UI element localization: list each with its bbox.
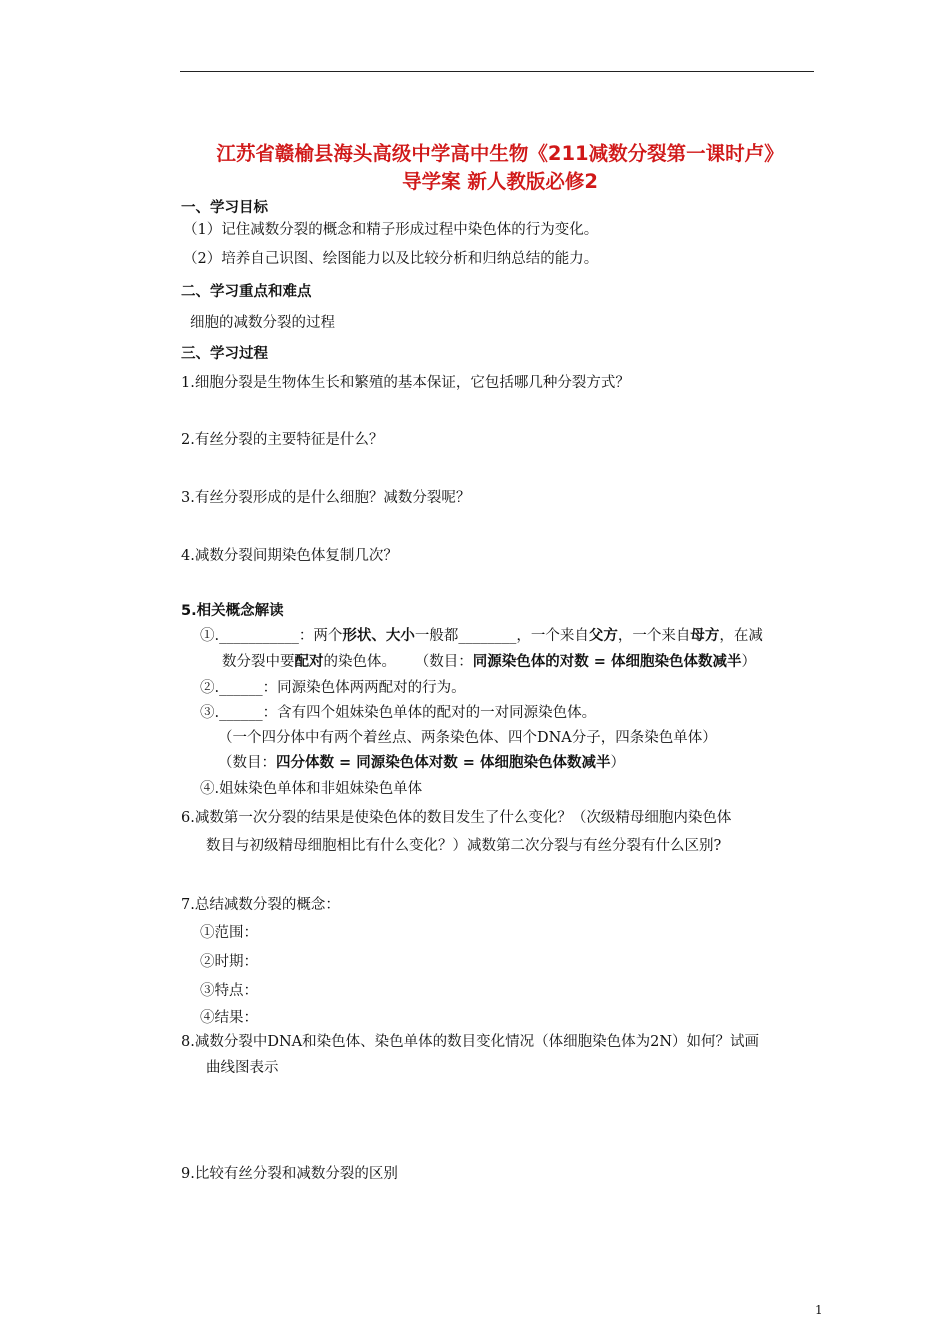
concept-3-note: （一个四分体中有两个着丝点、两条染色体、四个DNA分子，四条染色单体） xyxy=(218,730,717,746)
concept-1-keyword-pair: 配对 xyxy=(294,653,324,670)
fill-blank-tetrad[interactable]: ______ xyxy=(219,705,263,721)
header-rule xyxy=(180,71,814,72)
concept-3-count xyxy=(218,753,625,773)
question-6-line-2: 数目与初级精母细胞相比有什么变化？）减数第二次分裂与有丝分裂有什么区别? xyxy=(206,838,722,854)
fill-blank-same[interactable]: ________ xyxy=(458,628,517,644)
concept-1-count-rule: 同源染色体的对数 = 体细胞染色体数减半 xyxy=(472,653,742,670)
concept-3-count-close: ） xyxy=(610,755,625,771)
concept-2-index: ②. xyxy=(200,680,220,696)
page-number: 1 xyxy=(815,1303,823,1317)
fill-blank-synapsis[interactable]: ______ xyxy=(219,680,263,696)
concept-1-text-b: 一般都 xyxy=(414,628,459,644)
question-2: 2.有丝分裂的主要特征是什么？ xyxy=(181,432,384,448)
concept-3 xyxy=(200,703,596,723)
question-5-heading: 5.相关概念解读 xyxy=(181,603,284,619)
concept-1-text-d: ，一个来自 xyxy=(617,628,691,644)
concept-1-line-2 xyxy=(222,652,756,672)
concept-1-keyword-shape: 形状、大小 xyxy=(342,627,415,644)
concept-1-line-1 xyxy=(200,626,763,646)
question-7-feature: ③特点： xyxy=(200,983,258,999)
question-4: 4.减数分裂间期染色体复制几次？ xyxy=(181,548,398,564)
document-title-line-1: 江苏省赣榆县海头高级中学高中生物《211减数分裂第一课时卢》 xyxy=(216,142,784,165)
concept-1-text-c: ，一个来自 xyxy=(516,628,589,644)
question-6-line-1: 6.减数第一次分裂的结果是使染色体的数目发生了什么变化？（次级精母细胞内染色体 xyxy=(181,810,732,826)
fill-blank-homologous[interactable]: ___________ xyxy=(219,628,299,644)
question-7-result: ④结果： xyxy=(200,1010,258,1026)
section-heading-objectives: 一、学习目标 xyxy=(181,200,268,216)
concept-2 xyxy=(200,678,466,698)
concept-3-count-rule: 四分体数 = 同源染色体对数 = 体细胞染色体数减半 xyxy=(276,754,611,771)
concept-1-keyword-mother: 母方 xyxy=(690,627,720,644)
document-title-line-2: 导学案 新人教版必修2 xyxy=(402,170,598,193)
objective-1: （1）记住减数分裂的概念和精子形成过程中染色体的行为变化。 xyxy=(183,222,599,238)
concept-1-text-e: ，在减 xyxy=(719,628,763,644)
objective-2: （2）培养自己识图、绘图能力以及比较分析和归纳总结的能力。 xyxy=(183,251,599,267)
question-9: 9.比较有丝分裂和减数分裂的区别 xyxy=(181,1166,398,1182)
question-1: 1.细胞分裂是生物体生长和繁殖的基本保证，它包括哪几种分裂方式？ xyxy=(181,375,630,391)
question-8-line-1: 8.减数分裂中DNA和染色体、染色单体的数目变化情况（体细胞染色体为2N）如何？试画 xyxy=(181,1034,760,1050)
question-7-scope: ①范围： xyxy=(200,925,258,941)
concept-1-count-close: ） xyxy=(741,654,756,670)
concept-1-index: ①. xyxy=(200,628,220,644)
question-3: 3.有丝分裂形成的是什么细胞？减数分裂呢？ xyxy=(181,490,471,506)
key-point-text: 细胞的减数分裂的过程 xyxy=(190,315,335,331)
concept-1-count-open: （数目： xyxy=(422,654,473,670)
section-heading-key-points: 二、学习重点和难点 xyxy=(181,284,312,300)
concept-3-count-open: （数目： xyxy=(218,755,276,771)
section-heading-process: 三、学习过程 xyxy=(181,346,268,362)
concept-1-keyword-father: 父方 xyxy=(588,627,618,644)
concept-2-text: ：同源染色体两两配对的行为。 xyxy=(262,680,466,696)
concept-1-text-f: 数分裂中要 xyxy=(222,654,295,670)
concept-3-text: ：含有四个姐妹染色单体的配对的一对同源染色体。 xyxy=(262,705,597,721)
question-7: 7.总结减数分裂的概念： xyxy=(181,897,340,913)
concept-1-text-a: ：两个 xyxy=(298,628,343,644)
question-8-line-2: 曲线图表示 xyxy=(206,1060,279,1076)
concept-1-text-g: 的染色体。 xyxy=(323,654,396,670)
question-7-period: ②时期： xyxy=(200,954,258,970)
concept-4: ④.姐妹染色单体和非姐妹染色单体 xyxy=(200,781,423,797)
concept-3-index: ③. xyxy=(200,705,220,721)
